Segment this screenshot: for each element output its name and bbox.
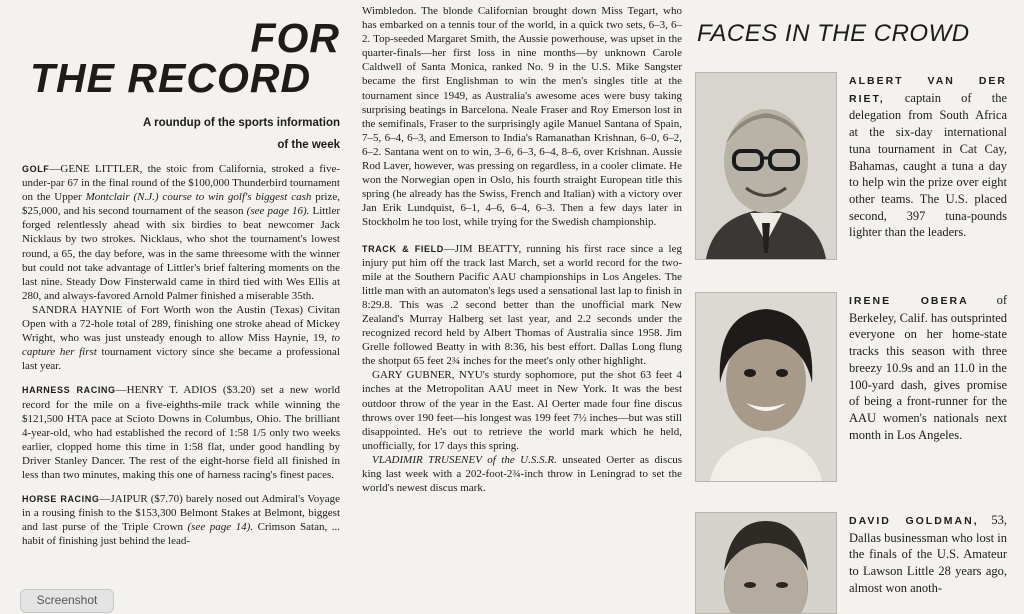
track-field-paragraph xyxy=(362,242,682,369)
horse-racing-text-1: —JAIPUR ($7.70) barely nosed out Admiral's Voyage in a rousing finish to the $153,300 Belmont Stakes at Belmont, biggest and last purse of the Triple Crown xyxy=(22,493,340,534)
for-the-record-column xyxy=(22,0,340,548)
text-van-der-riet: captain of the delegation from South Africa at the six-day international tuna tournament in Cat Cay, Bahamas, caught a tuna a day to help win the prize over eight other teams. The U.S. placed second, 397 tuna-pounds lighter than the leaders. xyxy=(849,90,1007,240)
golf-text-3: prize, $25,000, and his second tournament of the season xyxy=(22,191,341,218)
track-field-text: —JIM BEATTY, running his first race since a leg injury put him off the track last March, set a world record for the two-mile at the Southern Pacific AAU championships in Los Angeles. The little man with an automaton's legs used a sensational last lap to finish in 8:29.8. This was .2 second better than the unofficial mark New Zealand's Murray Halberg set last year, and 2.2 seconds under the recognized record held by Albert Thomas of Australia since 1958. Jim Grelle followed Beatty in with 8:36, his best effort. Dallas Long flung the shotput 65 feet 2¾ inches for the meet's only other highlight. xyxy=(362,242,683,368)
bio-obera xyxy=(849,292,1007,443)
golf-text-1: —GENE LITTLER, the stoic from California, stroked a five-under-par 67 in the final round of the $100,000 Thunderbird tournament on the Upper xyxy=(22,163,340,204)
title-the-record: THE RECORD xyxy=(30,55,312,101)
golf-text-4: (see page 16). xyxy=(246,205,310,218)
harness-racing-text: —HENRY T. ADIOS ($3.20) set a new world record for the mile on a five-eighths-mile track while winning the $121,500 HTA pace at Scioto Downs in Columbus, Ohio. The brilliant 4-year-old, who had established the record of 1:58 1/5 only two weeks earlier, clopped home this time in 1:58 flat, under good handling by Driver Stanley Dancer. The rest of the eight-horse field all finished in less than two minutes, making this one of harness racing's finest paces. xyxy=(22,384,341,481)
golf-heading: GOLF xyxy=(22,164,50,174)
horse-racing-heading: HORSE RACING xyxy=(22,494,100,505)
haynie-text-2: to capture her first xyxy=(22,332,340,359)
bio-van-der-riet xyxy=(849,72,1007,241)
harness-racing-paragraph xyxy=(22,383,340,482)
sports-news-column xyxy=(362,0,682,495)
name-obera: IRENE OBERA xyxy=(849,295,969,307)
haynie-text-1: SANDRA HAYNIE of Fort Worth won the Austin (Texas) Civitan Open with a 72-hole total of 289, finishing one stroke ahead of Mickey Wright, who was just unsteady enough to allow Miss Haynie, 19, xyxy=(22,303,340,345)
subtitle-line-1: A roundup of the sports information xyxy=(143,117,340,129)
golf-text-2: Montclair (N.J.) course to win golf's biggest cash xyxy=(85,191,312,204)
trusenev-paragraph xyxy=(362,453,682,495)
subtitle xyxy=(22,112,340,156)
golf-paragraph xyxy=(22,162,340,303)
haynie-paragraph xyxy=(22,303,340,373)
portrait-photo-goldman xyxy=(695,512,837,614)
subtitle-line-2: of the week xyxy=(277,139,340,151)
text-obera: of Berkeley, Calif. has outsprinted everyone on her home-state tracks this season with three breezy 10.9s and an 11.0 in the 100-yard dash, gives promise of being a front-runner for the AAU women's nationals next month in Los Angeles. xyxy=(849,293,1007,442)
track-field-heading: TRACK & FIELD xyxy=(362,243,444,254)
portrait-photo-obera xyxy=(695,292,837,482)
horse-racing-text-2: (see page 14). xyxy=(187,521,254,534)
bio-goldman xyxy=(849,512,1007,597)
horse-racing-text-3: Crimson Satan, ... habit of finishing just behind the lead- xyxy=(22,521,340,548)
text-goldman: 53, Dallas businessman who lost in the finals of the U.S. Amateur to Lawson Little 28 years ago, almost won anoth- xyxy=(849,513,1007,595)
golf-text-5: Littler forged relentlessly ahead with six birdies to beat newcomer Jack Nicklaus by two strokes. Nicklaus, who shot the tournament's lowest round, a 65, the day before, was in the same threesome with the winner but could not take advantage of Littler's brief faltering moments on the last nine. Steady Dow Finsterwald came in third tied with Wes Ellis at 280, and always-favored Arnold Palmer finished a miserable 35th. xyxy=(22,205,340,302)
faces-in-the-crowd-title: FACES IN THE CROWD xyxy=(697,20,970,47)
faces-in-the-crowd-column xyxy=(695,0,1015,607)
trusenev-text: unseated Oerter as discus king last week with a 202-foot-2¾-inch throw in Leningrad to set the world's newest discus mark. xyxy=(362,453,682,495)
portrait-photo-van-der-riet xyxy=(695,72,837,260)
name-goldman: DAVID GOLDMAN, xyxy=(849,515,979,527)
screenshot-label: Screenshot xyxy=(20,589,114,613)
tennis-paragraph: Wimbledon. The blonde Californian brought down Miss Tegart, who has embarked on a tennis tour of the world, in a quick two sets, 6–3, 6–2. Top-seeded Margaret Smith, the Aussie powerhouse, was upset in the quarter-finals—her first loss in nine months—by unknown Carole Caldwell of Santa Monica, ranked No. 9 in the U.S. Mike Sangster became the first Englishman to win the men's singles title at the tournament since 1949, as Australia's awesome aces were busy taking surprising beatings in Barcelona. Neale Fraser and Roy Emerson lost in the semifinals, Fraser to the surprisingly agile Manuel Santana of Spain, 7–5, 6–4, 6–3, and Emerson to India's Ramanathan Krishnan, 6–0, 6–2, 6–2. Santana went on to win, 3–6, 6–3, 6–4, 8–6, over Krishnan. Aussie Rod Laver, however, was pressing on regardless, in a cooler climate. He won the Norwegian open in Oslo, his fourth straight European title this spring (he already has the Swiss, French and Italian) with a victory over Jan Erik Lundquist, 6–1, 4–6, 6–4, 6–3. Then a few days later in Stockholm he too lost, while trying for the Swedish championship. xyxy=(362,5,682,229)
harness-racing-heading: HARNESS RACING xyxy=(22,385,116,396)
title-for: FOR xyxy=(250,15,340,61)
gubner-paragraph: GARY GUBNER, NYU's sturdy sophomore, put the shot 63 feet 4 inches at the Metropolitan AAU meet in New York. It was the best outdoor throw of the year in the East. Al Oerter made four fine discus throws over 190 feet—his longest was 199 feet 7½ inches—but was still disappointed. He's out to retrieve the world mark which he held, unofficially, for 17 days this spring. xyxy=(362,369,682,452)
name-van-der-riet: ALBERT VAN DER RIET, xyxy=(849,75,1007,105)
haynie-text-3: tournament victory since she became a professional last year. xyxy=(22,346,340,373)
horse-racing-paragraph xyxy=(22,492,340,548)
trusenev-name: VLADIMIR TRUSENEV of the U.S.S.R. xyxy=(372,453,557,466)
